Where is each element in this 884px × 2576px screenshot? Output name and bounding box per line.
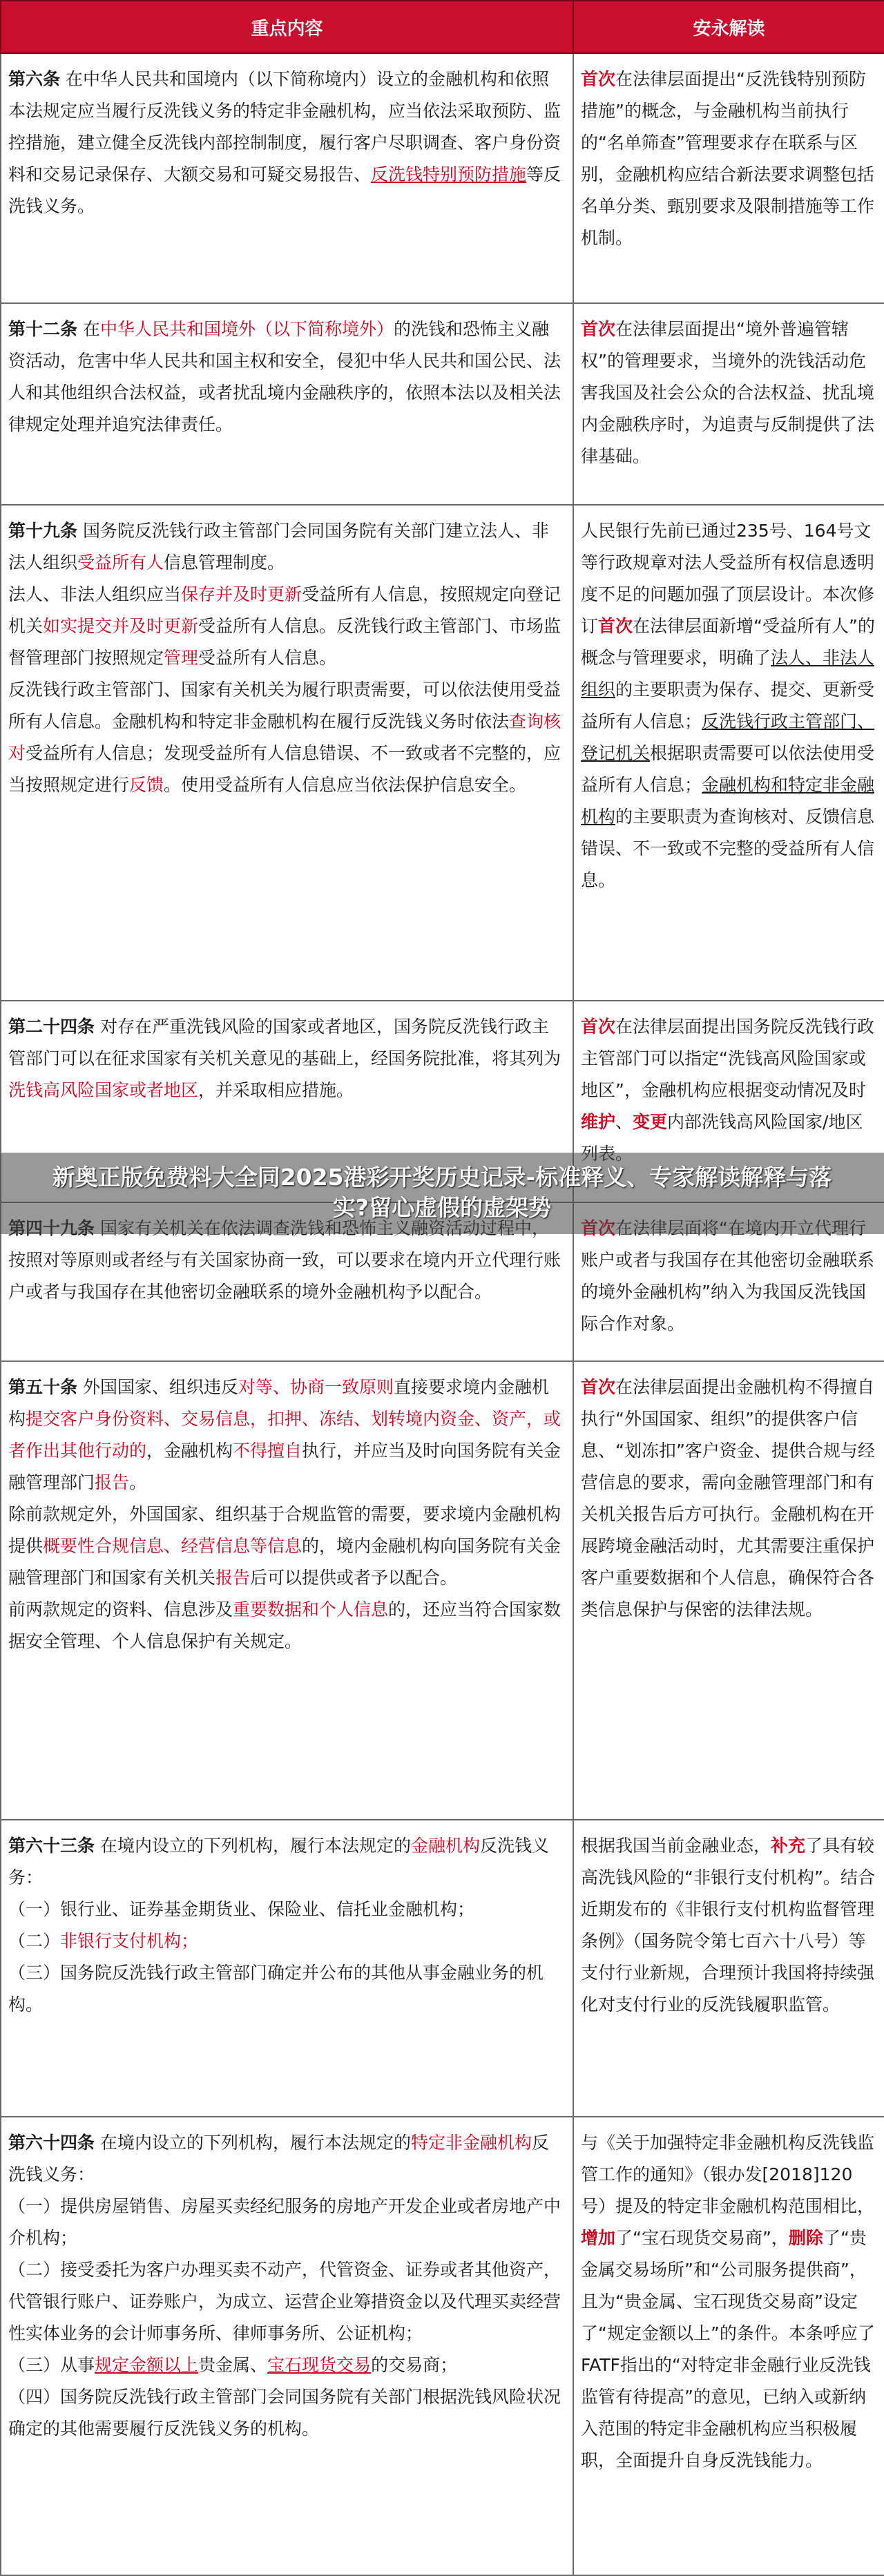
key-content-cell: [1, 505, 573, 1001]
text-segment: 根据我国当前金融业态，: [581, 1836, 771, 1856]
key-content-cell: [1, 53, 573, 303]
highlighted-text: 变更: [633, 1112, 668, 1132]
text-segment: 了“宝石现货交易商”，: [615, 2228, 789, 2248]
highlighted-text: 洗钱高风险国家或者地区: [8, 1080, 199, 1100]
highlighted-text: 重要数据和个人信息: [233, 1599, 389, 1619]
article-number: 第二十四条: [8, 1017, 95, 1037]
text-segment: （四）国务院反洗钱行政主管部门会同国务院有关部门根据洗钱风险状况确定的其他需要履行反洗钱义务的机构。: [8, 2387, 561, 2439]
highlighted-text: 提交客户身份资料、交易信息，扣押、冻结、划转境内资金、资产，或者作出其他行动的: [8, 1409, 561, 1461]
watermark-line-1: 新奥正版免费料大全同2025港彩开奖历史记录-标准释义、专家解读解释与落: [52, 1164, 832, 1191]
text-segment: （二）接受委托为客户办理买卖不动产，代管资金、证券或者其他资产，代管银行账户、证券账户，为成立、运营企业筹措资金以及代理买卖经营性实体业务的会计师事务所、律师事务所、公证机构；: [8, 2260, 561, 2343]
highlighted-text: 中华人民共和国境外（以下简称境外）: [99, 319, 394, 339]
highlighted-text: 受益所有人: [77, 552, 164, 573]
text-segment: 按照对等原则或者经与有关国家协商一致，可以要求在境内开立代理行账户或者与我国存在其他密切金融联系的境外金融机构予以配合。: [8, 1250, 561, 1302]
text-segment: 反洗钱行政主管部门、登记机关: [581, 711, 875, 763]
highlighted-text: 概要性合规信息、经营信息等信息: [43, 1536, 302, 1556]
text-segment: 的洗钱和恐怖主义融资活动，危害中华人民共和国主权和安全，侵犯中华人民共和国公民、法人和其他组织合法权益，或者扰乱境内金融秩序的，依照本法以及相关法律规定处理并追究法律责任。: [8, 319, 561, 434]
watermark-banner: [0, 1153, 884, 1234]
text-segment: 、: [615, 1112, 633, 1132]
highlighted-text: 查询核对: [8, 711, 561, 763]
text-segment: 受益所有人信息，按照规定向登记机关: [8, 584, 561, 636]
highlighted-text: 报告: [215, 1568, 251, 1588]
text-segment: 的主要职责为保存、提交、更新受益所有人信息；: [581, 680, 875, 731]
highlighted-text: 首次: [581, 69, 616, 89]
text-segment: 法人、非法人组织应当: [8, 584, 182, 604]
text-segment: 受益所有人信息；发现受益所有人信息错误、不一致或者不完整的，应当按照规定进行: [8, 743, 561, 795]
article-number: 第六条: [8, 69, 61, 89]
article-number: 第六十三条: [8, 1836, 95, 1856]
highlighted-text: 不得擅自: [233, 1441, 302, 1461]
table-row: [1, 1820, 884, 2117]
highlighted-text: 管理: [164, 648, 199, 668]
highlighted-text: 首次: [581, 319, 616, 339]
table-row: [1, 505, 884, 1001]
highlighted-text: 对等、协商一致原则: [238, 1377, 394, 1397]
text-segment: 了“贵金属交易场所”和“公司服务提供商”，且为“贵金属、宝石现货交易商”设定了“规定金额以上”的条件。本条呼应了FATF指出的“对特定非金融行业反洗钱监管有待提高”的意见，已纳入或新纳入范围的特定非金融机构应当积极履职，全面提升自身反洗钱能力。: [581, 2228, 875, 2470]
text-segment: 金融机构和特定非金融机构: [581, 775, 875, 827]
table-row: [1, 53, 884, 303]
text-segment: （二）: [8, 1931, 61, 1951]
text-segment: 反洗钱义务：: [8, 2133, 549, 2184]
highlighted-text: 删除: [788, 2228, 823, 2248]
text-segment: 在法律层面提出国务院反洗钱行政主管部门可以指定“洗钱高风险国家或地区”，金融机构应根据变动情况及时: [581, 1017, 875, 1100]
text-segment: （三）从事: [8, 2355, 95, 2375]
highlighted-text: 补充: [771, 1836, 806, 1856]
key-content-cell: [1, 1820, 573, 2117]
highlighted-text: 首次: [598, 616, 633, 636]
text-segment: 贵金属、: [198, 2355, 268, 2375]
highlighted-text: 增加: [581, 2228, 616, 2248]
text-segment: 人民银行先前已通过235号、164号文等行政规章对法人受益所有权信息透明度不足的问题加强了顶层设计。本次修订: [581, 521, 875, 636]
text-segment: 。: [129, 1472, 147, 1492]
text-segment: 的主要职责为查询核对、反馈信息错误、不一致或不完整的受益所有人信息。: [581, 807, 875, 890]
highlighted-text: 规定金额以上: [95, 2355, 199, 2375]
text-segment: （一）提供房屋销售、房屋买卖经纪服务的房地产开发企业或者房地产中介机构；: [8, 2196, 561, 2248]
header-key-content: 重点内容: [1, 1, 573, 53]
text-segment: ，并采取相应措施。: [198, 1080, 354, 1100]
text-segment: 反洗钱义务：: [8, 1836, 549, 1887]
text-segment: 在法律层面提出金融机构不得擅自执行“外国国家、组织”的提供客户信息、“划冻扣”客户资金、提供合规与经营信息的要求，需向金融管理部门和有关机关报告后方可执行。金融机构在开展跨境金融活动时，尤其需要注重保护客户重要数据和个人信息，确保符合各类信息保护与保密的法律法规。: [581, 1377, 875, 1619]
highlighted-text: 报告: [95, 1472, 130, 1492]
highlighted-text: 金融机构: [410, 1836, 480, 1856]
text-segment: 信息管理制度。: [164, 552, 285, 573]
interpretation-cell: [573, 303, 884, 505]
text-segment: 直接要求境内金融机构: [8, 1377, 549, 1429]
article-number: 第六十四条: [8, 2133, 95, 2153]
highlighted-text: 反洗钱特别预防措施: [371, 164, 527, 184]
highlighted-text: 首次: [581, 1377, 616, 1397]
text-segment: 的交易商；: [371, 2355, 458, 2375]
highlighted-text: 宝石现货交易: [267, 2355, 372, 2375]
key-content-cell: [1, 2117, 573, 2575]
text-segment: 在: [77, 319, 100, 339]
text-segment: 除前款规定外，外国国家、组织基于合规监管的需要，要求境内金融机构提供: [8, 1504, 561, 1556]
key-content-cell: [1, 1361, 573, 1820]
interpretation-cell: [573, 1820, 884, 2117]
interpretation-cell: [573, 2117, 884, 2575]
text-segment: 的，境内金融机构向国务院有关金融管理部门和国家有关机关: [8, 1536, 561, 1588]
highlighted-text: 维护: [581, 1112, 616, 1132]
text-segment: 在法律层面提出“反洗钱特别预防措施”的概念，与金融机构当前执行的“名单筛查”管理要求存在联系与区别，金融机构应结合新法要求调整包括名单分类、甄别要求及限制措施等工作机制。: [581, 69, 875, 248]
interpretation-cell: [573, 1361, 884, 1820]
highlighted-text: 如实提交并及时更新: [43, 616, 199, 636]
watermark-line-2: 实?留心虚假的虚架势: [332, 1194, 552, 1221]
text-segment: 在法律层面新增“受益所有人”的概念与管理要求，明确了: [581, 616, 875, 668]
text-segment: 了具有较高洗钱风险的“非银行支付机构”。结合近期发布的《非银行支付机构监督管理条例》（国务院令第七百六十八号）等支付行业新规，合理预计我国将持续强化对支付行业的反洗钱履职监管。: [581, 1836, 875, 2015]
article-number: 第五十条: [8, 1377, 78, 1397]
key-content-cell: [1, 303, 573, 505]
article-number: 第十九条: [8, 521, 78, 541]
text-segment: 对存在严重洗钱风险的国家或者地区，国务院反洗钱行政主管部门可以在征求国家有关机关意见的基础上，经国务院批准，将其列为: [8, 1017, 561, 1068]
text-segment: 内部洗钱高风险国家/地区: [667, 1112, 863, 1132]
text-segment: 执行，并应当及时向国务院有关金融管理部门: [8, 1441, 561, 1492]
text-segment: 的，还应当符合国家数据安全管理、个人信息保护有关规定。: [8, 1599, 561, 1651]
text-segment: （一）银行业、证券基金期货业、保险业、信托业金融机构；: [8, 1899, 475, 1919]
table-row: [1, 303, 884, 505]
header-ey-interpretation: 安永解读: [573, 1, 884, 53]
highlighted-text: 特定非金融机构: [410, 2133, 532, 2153]
text-segment: 。使用受益所有人信息应当依法保护信息安全。: [164, 775, 527, 795]
text-segment: 在法律层面提出“境外普遍管辖权”的管理要求，当境外的洗钱活动危害我国及社会公众的合法权益、扰乱境内金融秩序时，为追责与反制提供了法律基础。: [581, 319, 875, 466]
text-segment: 外国国家、组织违反: [77, 1377, 238, 1397]
highlighted-text: 反馈: [129, 775, 164, 795]
highlighted-text: 非银行支付机构；: [60, 1931, 199, 1951]
text-segment: 法人、非法人组织: [581, 648, 875, 700]
text-segment: 根据职责需要可以依法使用受益所有人信息；: [581, 743, 875, 795]
text-segment: （三）国务院反洗钱行政主管部门确定并公布的其他从事金融业务的机构。: [8, 1963, 544, 2015]
text-segment: 前两款规定的资料、信息涉及: [8, 1599, 233, 1619]
interpretation-cell: [573, 505, 884, 1001]
text-segment: 与《关于加强特定非金融机构反洗钱监管工作的通知》（银办发[2018]120号）提及的特定非金融机构范围相比，: [581, 2133, 875, 2216]
article-number: 第十二条: [8, 319, 78, 339]
table-row: [1, 1361, 884, 1820]
highlighted-text: 首次: [581, 1017, 616, 1037]
text-segment: 在境内设立的下列机构，履行本法规定的: [95, 1836, 411, 1856]
highlighted-text: 保存并及时更新: [181, 584, 302, 604]
interpretation-cell: [573, 53, 884, 303]
text-segment: 反洗钱行政主管部门、国家有关机关为履行职责需要，可以依法使用受益所有人信息。金融机构和特定非金融机构在履行反洗钱义务时依法: [8, 680, 561, 731]
text-segment: 在境内设立的下列机构，履行本法规定的: [95, 2133, 411, 2153]
text-segment: 账户或者与我国存在其他密切金融联系的境外金融机构”纳入为我国反洗钱国际合作对象。: [581, 1250, 875, 1334]
text-segment: 后可以提供或者予以配合。: [250, 1568, 458, 1588]
text-segment: 在中华人民共和国境内（以下简称境内）设立的金融机构和依照本法规定应当履行反洗钱义务的特定非金融机构，应当依法采取预防、监控措施，建立健全反洗钱内部控制制度，履行客户尽职调查、客户身份资料和交易记录保存、大额交易和可疑交易报告、: [8, 69, 561, 184]
text-segment: 国务院反洗钱行政主管部门会同国务院有关部门建立法人、非法人组织: [8, 521, 549, 573]
text-segment: ，金融机构: [146, 1441, 233, 1461]
text-segment: 受益所有人信息。反洗钱行政主管部门、市场监督管理部门按照规定: [8, 616, 561, 668]
table-header-row: [1, 1, 884, 53]
text-segment: 受益所有人信息。: [198, 648, 337, 668]
text-segment: 等反洗钱义务。: [8, 164, 561, 216]
table-row: [1, 2117, 884, 2575]
